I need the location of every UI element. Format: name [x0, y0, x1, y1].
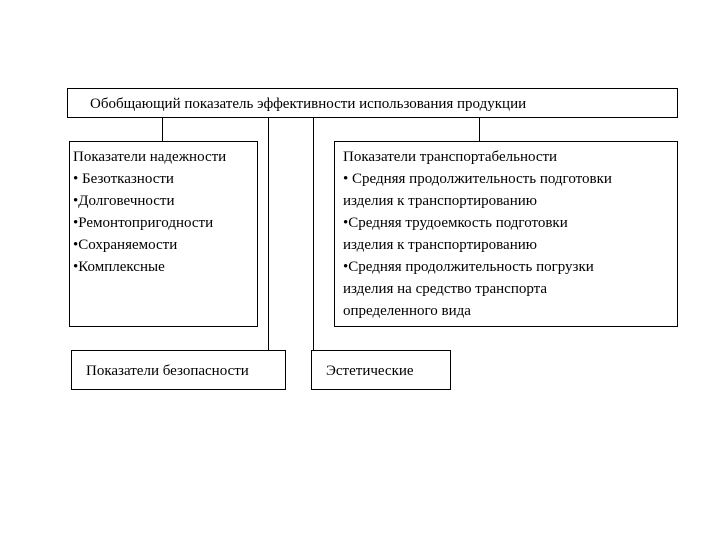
safety-indicators-box [71, 350, 286, 390]
aesthetic-indicators-box [311, 350, 451, 390]
transport-title: Показатели транспортабельности [343, 149, 558, 165]
safety-title: Показатели безопасности [86, 363, 249, 379]
aesthetic-title: Эстетические [326, 363, 414, 379]
connector-top-to-aesthetic [313, 118, 314, 350]
transportability-indicators-box [334, 141, 678, 327]
transport-line: определенного вида [343, 303, 471, 319]
transport-line: •Средняя продолжительность погрузки [343, 259, 594, 275]
generalized-indicator-box [67, 88, 678, 118]
reliability-item: •Комплексные [73, 259, 165, 275]
reliability-item: •Сохраняемости [73, 237, 178, 253]
transport-line: изделия к транспортированию [343, 237, 537, 253]
transport-line: изделия на средство транспорта [343, 281, 548, 297]
transport-line: • Средняя продолжительность подготовки [343, 171, 612, 187]
connector-top-to-reliability [162, 118, 163, 141]
reliability-title: Показатели надежности [73, 149, 227, 165]
connector-top-to-transport [479, 118, 480, 141]
connector-top-to-safety [268, 118, 269, 350]
transport-line: изделия к транспортированию [343, 193, 537, 209]
reliability-item: •Долговечности [73, 193, 175, 209]
transport-line: •Средняя трудоемкость подготовки [343, 215, 568, 231]
generalized-indicator-title: Обобщающий показатель эффективности использования продукции [90, 96, 527, 112]
reliability-item: •Ремонтопригодности [73, 215, 214, 231]
reliability-indicators-box [69, 141, 258, 327]
reliability-item: • Безотказности [73, 171, 174, 187]
